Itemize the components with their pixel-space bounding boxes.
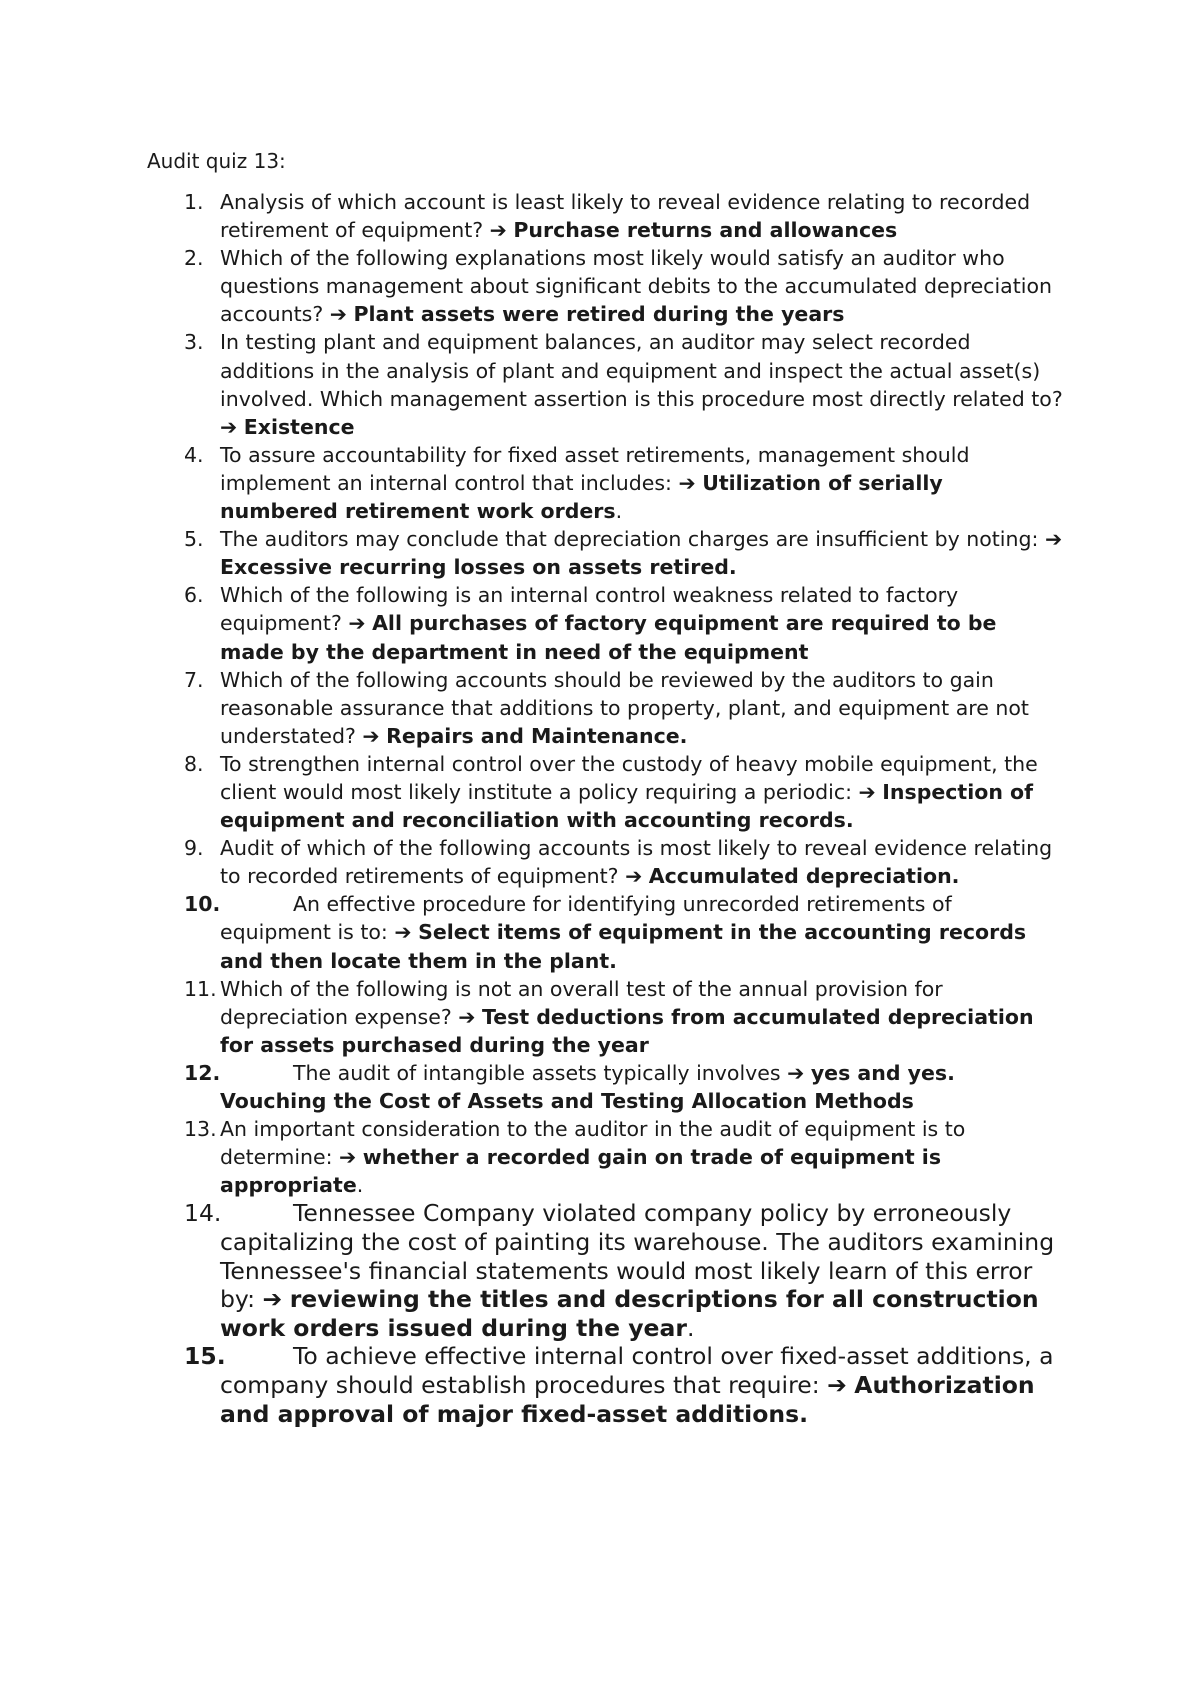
question-text: Analysis of which account is least likely to reveal evidence relating to recorded retirement of equipment? [220, 190, 1031, 243]
arrow-icon: ➔ [827, 1370, 847, 1399]
question-item-13 [147, 1115, 1067, 1199]
answer-text: Excessive recurring losses on assets retired. [220, 555, 737, 580]
question-number: 5. [184, 527, 204, 552]
question-text: The auditors may conclude that depreciation charges are insufficient by noting: [220, 527, 1045, 552]
answer-text: Accumulated depreciation. [648, 864, 960, 889]
answer-text: whether a recorded gain on trade of equipment is appropriate [220, 1145, 942, 1198]
arrow-icon: ➔ [220, 414, 238, 439]
answer-text: Repairs and Maintenance. [386, 723, 688, 748]
answer-tail: . [686, 1313, 695, 1342]
answer-tail: . [615, 499, 623, 524]
question-item-11 [147, 975, 1067, 1059]
question-number: 12. [184, 1060, 221, 1085]
question-number: 9. [184, 836, 204, 861]
arrow-icon: ➔ [489, 218, 507, 243]
question-number: 10. [184, 892, 221, 917]
document-title: Audit quiz 13: [147, 149, 286, 173]
question-text: An effective procedure for identifying unrecorded retirements of equipment is to: [220, 892, 952, 945]
question-list [147, 188, 1067, 1428]
answer-text: yes and yes. Vouching the Cost of Assets and Testing Allocation Methods [220, 1060, 955, 1113]
question-number: 14. [184, 1199, 222, 1228]
question-number: 13. [184, 1117, 217, 1142]
answer-text: Plant assets were retired during the years [353, 302, 845, 327]
answer-text: All purchases of factory equipment are required to be made by the department in need of the equipment [220, 611, 997, 664]
question-item-15 [147, 1342, 1067, 1428]
question-number: 7. [184, 667, 204, 692]
question-number: 4. [184, 442, 204, 467]
arrow-icon: ➔ [678, 470, 696, 495]
arrow-icon: ➔ [329, 302, 347, 327]
question-text: An important consideration to the auditor in the audit of equipment is to determine: [220, 1117, 966, 1170]
question-item-6 [147, 581, 1067, 665]
question-item-8 [147, 750, 1067, 834]
question-text: Which of the following is not an overall test of the annual provision for depreciation expense? [220, 976, 943, 1029]
question-text: To strengthen internal control over the custody of heavy mobile equipment, the client would most likely institute a policy requiring a periodic: [220, 751, 1038, 804]
question-number: 6. [184, 583, 204, 608]
answer-text: Purchase returns and allowances [513, 218, 898, 243]
answer-text: Utilization of serially numbered retirement work orders [220, 470, 943, 524]
answer-text: Existence [243, 414, 355, 439]
question-number: 2. [184, 246, 204, 271]
question-text: Which of the following explanations most likely would satisfy an auditor who questions management about significant debits to the accumulated depreciation accounts? [220, 246, 1052, 327]
arrow-icon: ➔ [787, 1060, 805, 1085]
question-text: Which of the following accounts should be reviewed by the auditors to gain reasonable assurance that additions to property, plant, and equipment are not understated? [220, 667, 1029, 748]
question-item-3 [147, 328, 1067, 440]
answer-text: Inspection of equipment and reconciliation with accounting records. [220, 779, 1034, 833]
arrow-icon: ➔ [1044, 527, 1063, 552]
question-item-4 [147, 441, 1067, 525]
answer-tail: . [356, 1173, 364, 1198]
question-item-14 [147, 1199, 1067, 1342]
arrow-icon: ➔ [262, 1285, 283, 1314]
question-item-9 [147, 834, 1067, 890]
question-text: To achieve effective internal control over fixed-asset additions, a company should establish procedures that require: [220, 1342, 1054, 1399]
question-number: 15. [184, 1342, 226, 1371]
answer-text: Authorization and approval of major fixed-asset additions. [220, 1370, 1035, 1428]
arrow-icon: ➔ [625, 864, 643, 889]
question-number: 3. [184, 330, 204, 355]
question-text: In testing plant and equipment balances, an auditor may select recorded additions in the analysis of plant and equipment and inspect the actual asset(s) involved. Which management assertion is this procedure most directly related to? [220, 330, 1063, 411]
answer-text: Test deductions from accumulated depreciation for assets purchased during the year [220, 1004, 1034, 1057]
question-item-7 [147, 666, 1067, 750]
question-text: The audit of intangible assets typically involves [293, 1060, 788, 1085]
question-number: 1. [184, 190, 204, 214]
question-text: Tennessee Company violated company policy by erroneously capitalizing the cost of painting its warehouse. The auditors examining Tennessee's financial statements would most likely learn of this error by: [220, 1199, 1055, 1314]
answer-text: reviewing the titles and descriptions for all construction work orders issued during the year [220, 1285, 1039, 1342]
question-item-1 [147, 188, 1067, 244]
arrow-icon: ➔ [458, 1004, 476, 1029]
question-text: To assure accountability for fixed asset retirements, management should implement an internal control that includes: [220, 442, 970, 495]
question-text: Audit of which of the following accounts is most likely to reveal evidence relating to recorded retirements of equipment? [220, 836, 1053, 889]
question-item-5 [147, 525, 1067, 581]
question-item-2 [147, 244, 1067, 328]
question-number: 11. [184, 976, 217, 1001]
arrow-icon: ➔ [394, 920, 412, 945]
arrow-icon: ➔ [362, 723, 380, 748]
question-text: Which of the following is an internal control weakness related to factory equipment? [220, 583, 959, 636]
question-item-10 [147, 890, 1067, 974]
arrow-icon: ➔ [339, 1145, 357, 1170]
answer-text: Select items of equipment in the accounting records and then locate them in the plant. [220, 920, 1027, 973]
question-number: 8. [184, 751, 204, 776]
arrow-icon: ➔ [858, 779, 876, 804]
question-item-12 [147, 1059, 1067, 1115]
arrow-icon: ➔ [348, 611, 366, 636]
